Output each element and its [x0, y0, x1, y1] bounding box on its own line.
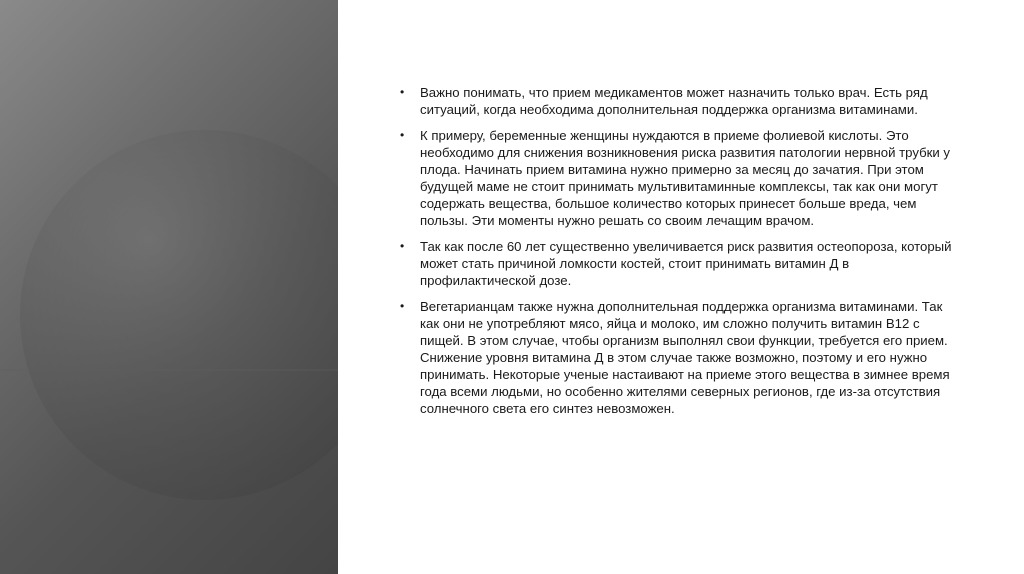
bullet-dot-icon: • [400, 128, 405, 142]
bullet-item [398, 84, 958, 118]
decorative-circle [20, 130, 338, 500]
bullet-list [398, 84, 958, 417]
bullet-text: Так как после 60 лет существенно увеличивается риск развития остеопороза, который может стать причиной ломкости костей, стоит принимать витамин Д в профилактической дозе. [420, 239, 952, 288]
bullet-text: К примеру, беременные женщины нуждаются в приеме фолиевой кислоты. Это необходимо для снижения возникновения риска развития патологии нервной трубки у плода. Начинать прием витамина нужно примерно за месяц до зачатия. При этом будущей маме не стоит принимать мультивитаминные комплексы, так как они могут содержать вещества, большое количество которых принесет больше вреда, чем пользы. Эти моменты нужно решать со своим лечащим врачом. [420, 128, 951, 228]
slide-content [398, 84, 958, 426]
bullet-item [398, 238, 958, 289]
bullet-dot-icon: • [400, 85, 405, 99]
bullet-dot-icon: • [400, 299, 405, 313]
bullet-text: Вегетарианцам также нужна дополнительная поддержка организма витаминами. Так как они не употребляют мясо, яйца и молоко, им сложно получить витамин В12 с пищей. В этом случае, чтобы организм выполнял свои функции, требуется его прием. Снижение уровня витамина Д в этом случае также возможно, поэтому и его нужно принимать. Некоторые ученые настаивают на приеме этого вещества в зимнее время года всеми людьми, но особенно жителями северных регионов, где из-за отсутствия солнечного света его синтез невозможен. [420, 299, 950, 416]
decorative-side-panel [0, 0, 338, 574]
bullet-item [398, 298, 958, 417]
bullet-dot-icon: • [400, 239, 405, 253]
bullet-text: Важно понимать, что прием медикаментов может назначить только врач. Есть ряд ситуаций, когда необходима дополнительная поддержка организма витаминами. [420, 85, 928, 117]
decorative-circle-graphic [0, 0, 338, 574]
bullet-item [398, 127, 958, 229]
